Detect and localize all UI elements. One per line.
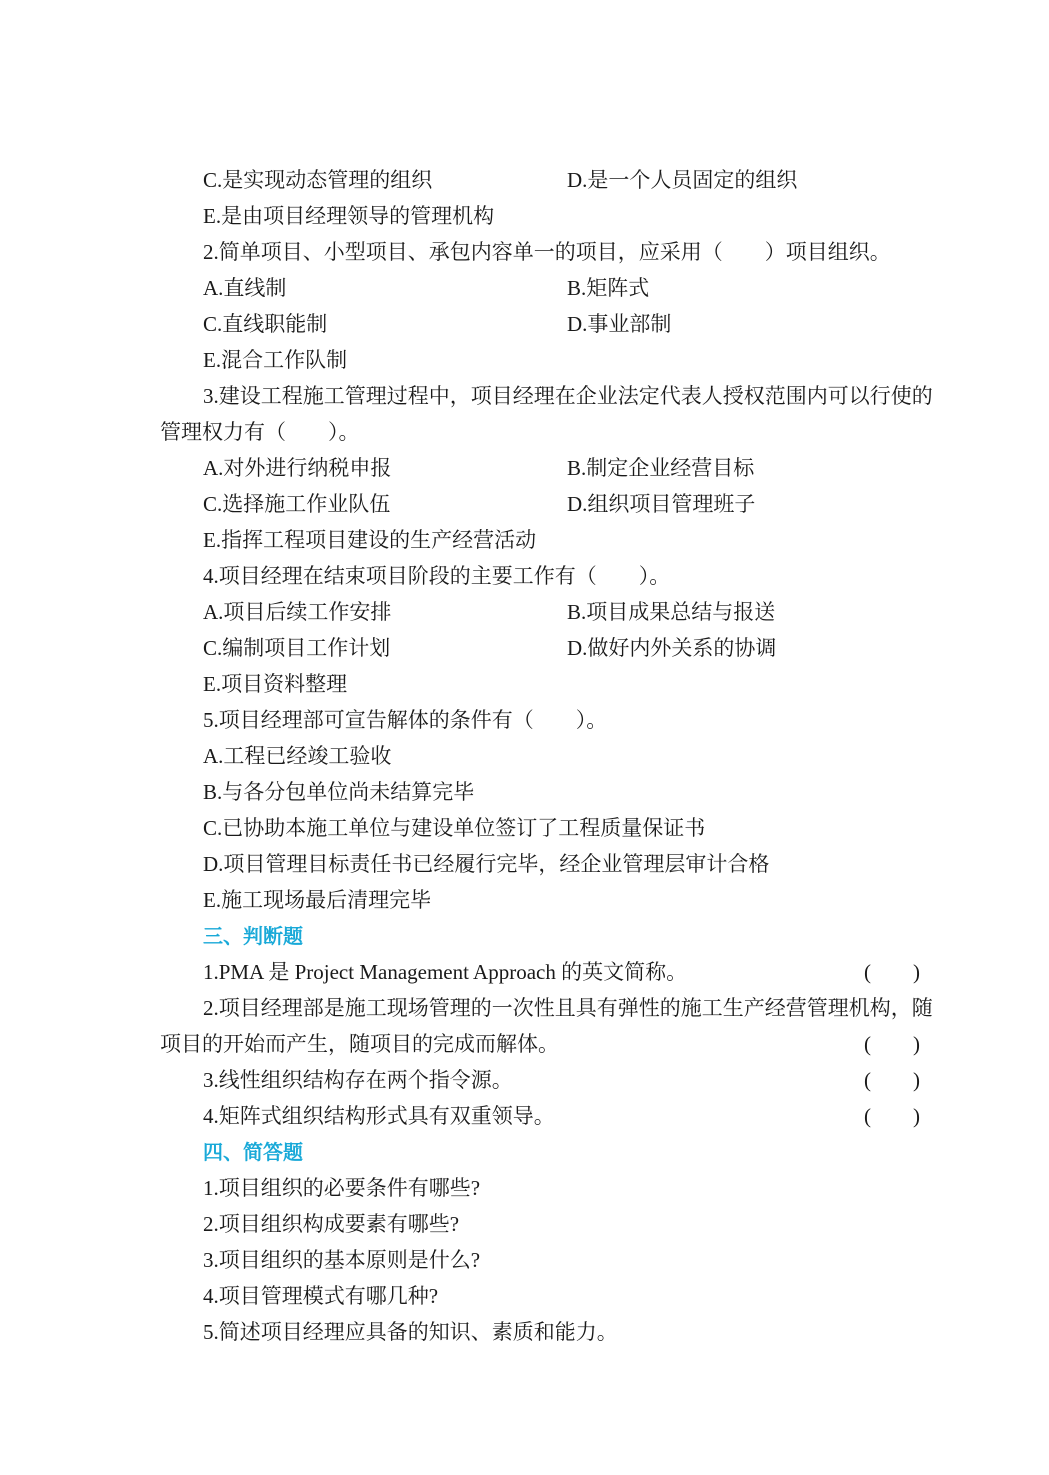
q5-option-d: D.项目管理目标责任书已经履行完毕，经企业管理层审计合格 [203,852,770,876]
q5-option-c: C.已协助本施工单位与建设单位签订了工程质量保证书 [203,816,706,840]
judge-q4-text: 4.矩阵式组织结构形式具有双重领导。 [203,1104,555,1128]
q4-option-a: A.项目后续工作安排 [203,600,392,624]
q3-option-e: E.指挥工程项目建设的生产经营活动 [203,528,537,552]
q3-option-b: B.制定企业经营目标 [567,456,755,480]
answer-parens: ( ) [864,1068,920,1092]
section4-heading: 四、简答题 [203,1140,303,1164]
q5-option-b: B.与各分包单位尚未结算完毕 [203,780,475,804]
q5-option-a: A.工程已经竣工验收 [203,744,392,768]
q2-option-b: B.矩阵式 [567,276,650,300]
short-q4: 4.项目管理模式有哪几种? [203,1284,439,1308]
q1-option-e: E.是由项目经理领导的管理机构 [203,204,495,228]
q3-stem-line1: 3.建设工程施工管理过程中，项目经理在企业法定代表人授权范围内可以行使的 [203,384,933,408]
judge-q3-text: 3.线性组织结构存在两个指令源。 [203,1068,513,1092]
q3-option-d: D.组织项目管理班子 [567,492,756,516]
q3-stem-line2: 管理权力有（ ）。 [160,420,360,444]
short-q5: 5.简述项目经理应具备的知识、素质和能力。 [203,1320,618,1344]
q2-option-c: C.直线职能制 [203,312,328,336]
q4-stem: 4.项目经理在结束项目阶段的主要工作有（ ）。 [203,564,671,588]
judge-q3-row [203,1062,937,1098]
short-q1: 1.项目组织的必要条件有哪些? [203,1176,481,1200]
answer-parens: ( ) [864,960,920,984]
q2-option-a: A.直线制 [203,276,287,300]
judge-q1-row [203,954,937,990]
q5-option-e: E.施工现场最后清理完毕 [203,888,432,912]
q4-option-d: D.做好内外关系的协调 [567,636,777,660]
q1-option-row [203,162,432,198]
section3-heading: 三、判断题 [203,924,303,948]
q4-option-c: C.编制项目工作计划 [203,636,391,660]
judge-q1-text: 1.PMA 是 Project Management Approach 的英文简称。 [203,960,688,984]
judge-q2-line1: 2.项目经理部是施工现场管理的一次性且具有弹性的施工生产经营管理机构，随 [203,996,933,1020]
judge-q2-row [160,1026,937,1062]
short-q3: 3.项目组织的基本原则是什么? [203,1248,481,1272]
short-q2: 2.项目组织构成要素有哪些? [203,1212,460,1236]
q4-option-b: B.项目成果总结与报送 [567,600,776,624]
q1-option-d: D.是一个人员固定的组织 [567,168,798,192]
q2-option-e: E.混合工作队制 [203,348,348,372]
q3-option-c: C.选择施工作业队伍 [203,492,391,516]
q4-option-e: E.项目资料整理 [203,672,348,696]
q1-option-c: C.是实现动态管理的组织 [203,168,433,192]
answer-parens: ( ) [864,1104,920,1128]
judge-q4-row [203,1098,937,1134]
q5-stem: 5.项目经理部可宣告解体的条件有（ ）。 [203,708,608,732]
q2-option-d: D.事业部制 [567,312,672,336]
q2-stem: 2.简单项目、小型项目、承包内容单一的项目，应采用（ ）项目组织。 [203,240,891,264]
judge-q2-line2: 项目的开始而产生，随项目的完成而解体。 [160,1032,559,1056]
answer-parens: ( ) [864,1032,920,1056]
q3-option-a: A.对外进行纳税申报 [203,456,392,480]
